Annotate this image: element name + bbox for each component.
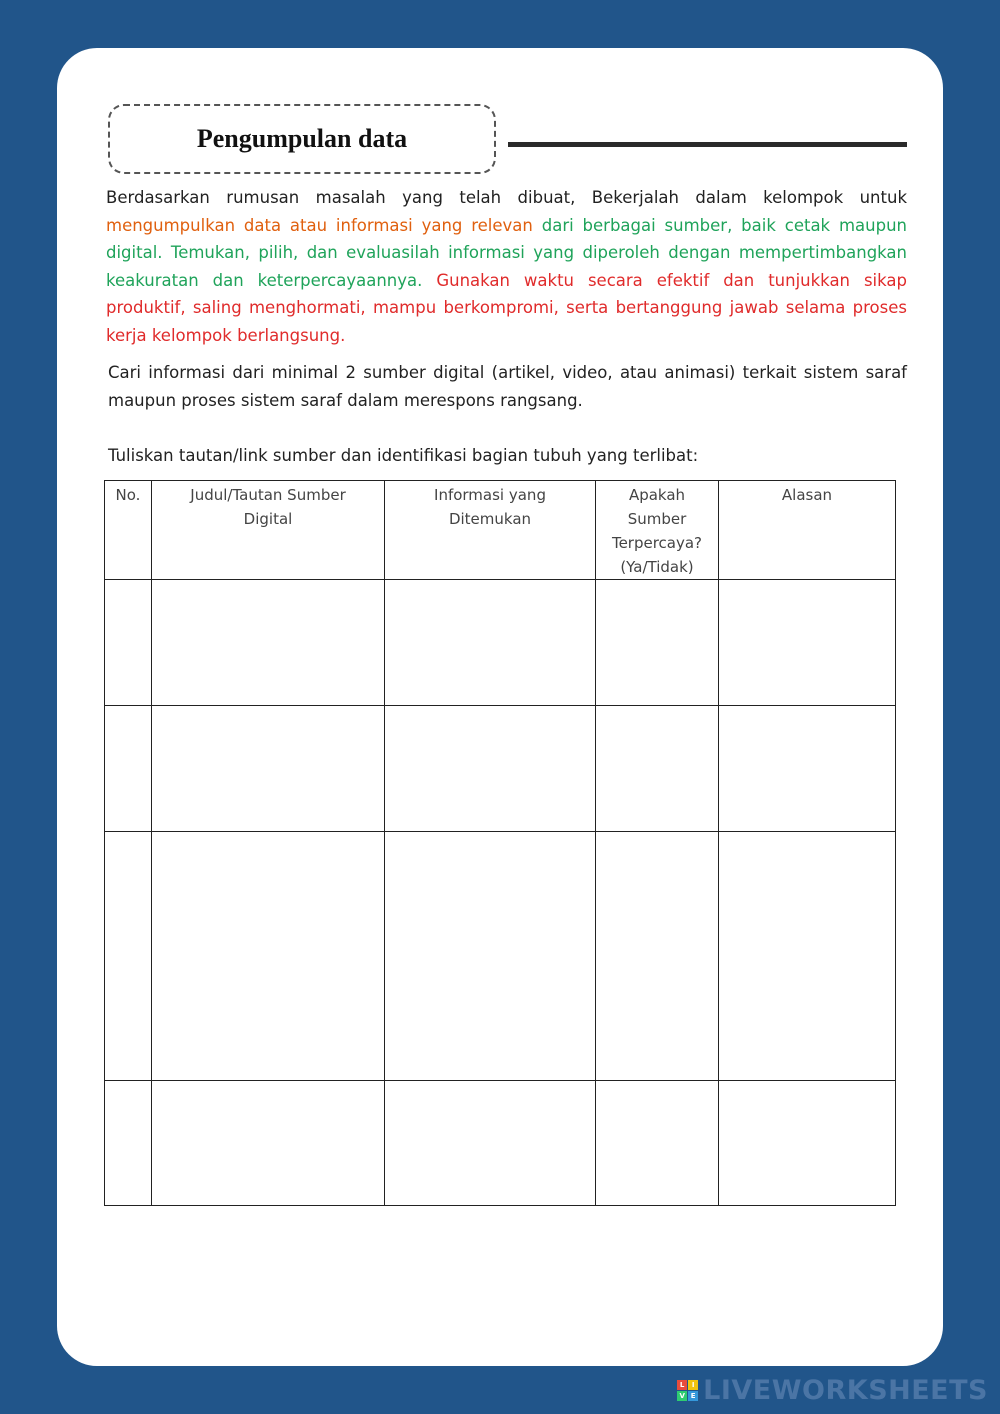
cell-trusted[interactable] <box>596 832 719 1081</box>
section-title-box <box>108 104 496 174</box>
header-trusted: Apakah Sumber Terpercaya? (Ya/Tidak) <box>596 481 719 580</box>
cell-no[interactable] <box>105 1081 152 1206</box>
cell-info[interactable] <box>385 706 596 832</box>
intro-paragraph <box>106 184 907 349</box>
header-info: Informasi yang Ditemukan <box>385 481 596 580</box>
table-row <box>105 706 896 832</box>
intro-text-green: dari berbagai sumber, baik cetak maupun digital. Temukan, pilih, dan evaluasilah informasi yang diperoleh dengan mempertimbangkan keakuratan dan keterpercayaannya. <box>106 215 908 290</box>
watermark-text: LIVEWORKSHEETS <box>703 1375 988 1406</box>
cell-trusted[interactable] <box>596 1081 719 1206</box>
cell-source[interactable] <box>152 1081 385 1206</box>
cell-no[interactable] <box>105 832 152 1081</box>
intro-text-orange: mengumpulkan data atau informasi yang relevan <box>106 215 533 235</box>
instruction-paragraph: Cari informasi dari minimal 2 sumber digital (artikel, video, atau animasi) terkait sistem saraf maupun proses sistem saraf dalam merespons rangsang. <box>108 363 907 410</box>
cell-info[interactable] <box>385 1081 596 1206</box>
data-table <box>104 480 896 1206</box>
cell-source[interactable] <box>152 832 385 1081</box>
table-row <box>105 832 896 1081</box>
cell-info[interactable] <box>385 832 596 1081</box>
table-row <box>105 1081 896 1206</box>
cell-source[interactable] <box>152 580 385 706</box>
intro-text-plain: Berdasarkan rumusan masalah yang telah dibuat, Bekerjalah dalam kelompok untuk <box>106 188 907 207</box>
header-source: Judul/Tautan Sumber Digital <box>152 481 385 580</box>
liveworksheets-logo-icon: L I V E <box>677 1380 698 1401</box>
cell-reason[interactable] <box>719 832 896 1081</box>
cell-source[interactable] <box>152 706 385 832</box>
cell-no[interactable] <box>105 706 152 832</box>
header-reason: Alasan <box>719 481 896 580</box>
cell-trusted[interactable] <box>596 706 719 832</box>
cell-reason[interactable] <box>719 580 896 706</box>
cell-info[interactable] <box>385 580 596 706</box>
table-row <box>105 580 896 706</box>
intro-text-red: Gunakan waktu secara efektif dan tunjukkan sikap produktif, saling menghormati, mampu berkompromi, serta bertanggung jawab selama proses kerja kelompok berlangsung. <box>106 270 907 345</box>
cell-reason[interactable] <box>719 1081 896 1206</box>
cell-trusted[interactable] <box>596 580 719 706</box>
table-prompt: Tuliskan tautan/link sumber dan identifikasi bagian tubuh yang terlibat: <box>108 446 699 465</box>
cell-no[interactable] <box>105 580 152 706</box>
cell-reason[interactable] <box>719 706 896 832</box>
title-divider <box>508 142 907 147</box>
section-title: Pengumpulan data <box>196 124 408 153</box>
header-no: No. <box>105 481 152 580</box>
liveworksheets-watermark <box>677 1375 988 1406</box>
table-header-row <box>105 481 896 580</box>
